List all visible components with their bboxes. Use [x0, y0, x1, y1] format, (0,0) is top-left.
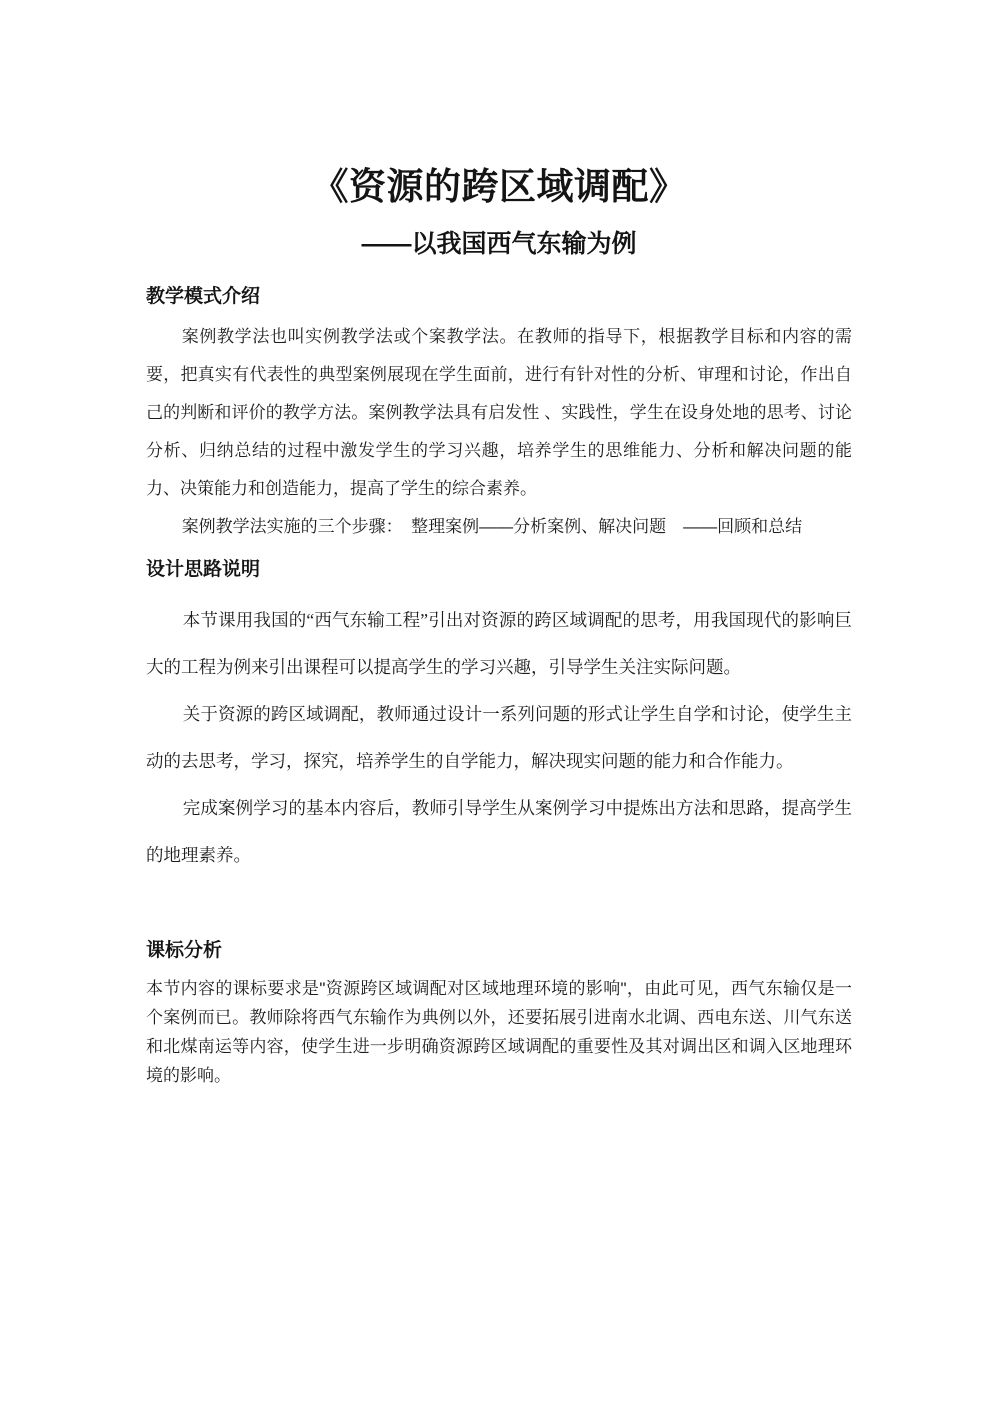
- page-subtitle: ——以我国西气东输为例: [361, 230, 637, 259]
- section-heading-curriculum-standard: 课标分析: [146, 939, 223, 961]
- paragraph-teaching-mode-2: 案例教学法实施的三个步骤： 整理案例——分析案例、解决问题 ——回顾和总结: [181, 517, 803, 537]
- paragraph-design-idea-3: 完成案例学习的基本内容后，教师引导学生从案例学习中提炼出方法和思路，提高学生的地理素养。: [146, 797, 852, 865]
- paragraph-curriculum-standard-1: 本节内容的课标要求是"资源跨区域调配对区域地理环境的影响"，由此可见，西气东输仅是一个案例而已。教师除将西气东输作为典例以外，还要拓展引进南水北调、西电东送、川气东送和北煤南运等内容，使学生进一步明确资源跨区域调配的重要性及其对调出区和调入区地理环境的影响。: [146, 978, 852, 1085]
- section-heading-teaching-mode: 教学模式介绍: [146, 286, 261, 308]
- paragraph-design-idea-1: 本节课用我国的“西气东输工程”引出对资源的跨区域调配的思考，用我国现代的影响巨大的工程为例来引出课程可以提高学生的学习兴趣，引导学生关注实际问题。: [146, 609, 852, 677]
- document-content: [146, 0, 852, 1090]
- paragraph-design-idea-2: 关于资源的跨区域调配，教师通过设计一系列问题的形式让学生自学和讨论，使学生主动的去思考，学习，探究，培养学生的自学能力，解决现实问题的能力和合作能力。: [146, 703, 852, 771]
- paragraph-teaching-mode-1: 案例教学法也叫实例教学法或个案教学法。在教师的指导下，根据教学目标和内容的需要，把真实有代表性的典型案例展现在学生面前，进行有针对性的分析、审理和讨论，作出自己的判断和评价的教学方法。案例教学法具有启发性 、实践性，学生在设身处地的思考、讨论分析、归纳总结的过程中激发学生的学习兴趣，培养学生的思维能力、分析和解决问题的能力、决策能力和创造能力，提高了学生的综合素养。: [146, 327, 852, 499]
- section-heading-design-idea: 设计思路说明: [146, 559, 261, 581]
- page-title: 《资源的跨区域调配》: [311, 166, 687, 207]
